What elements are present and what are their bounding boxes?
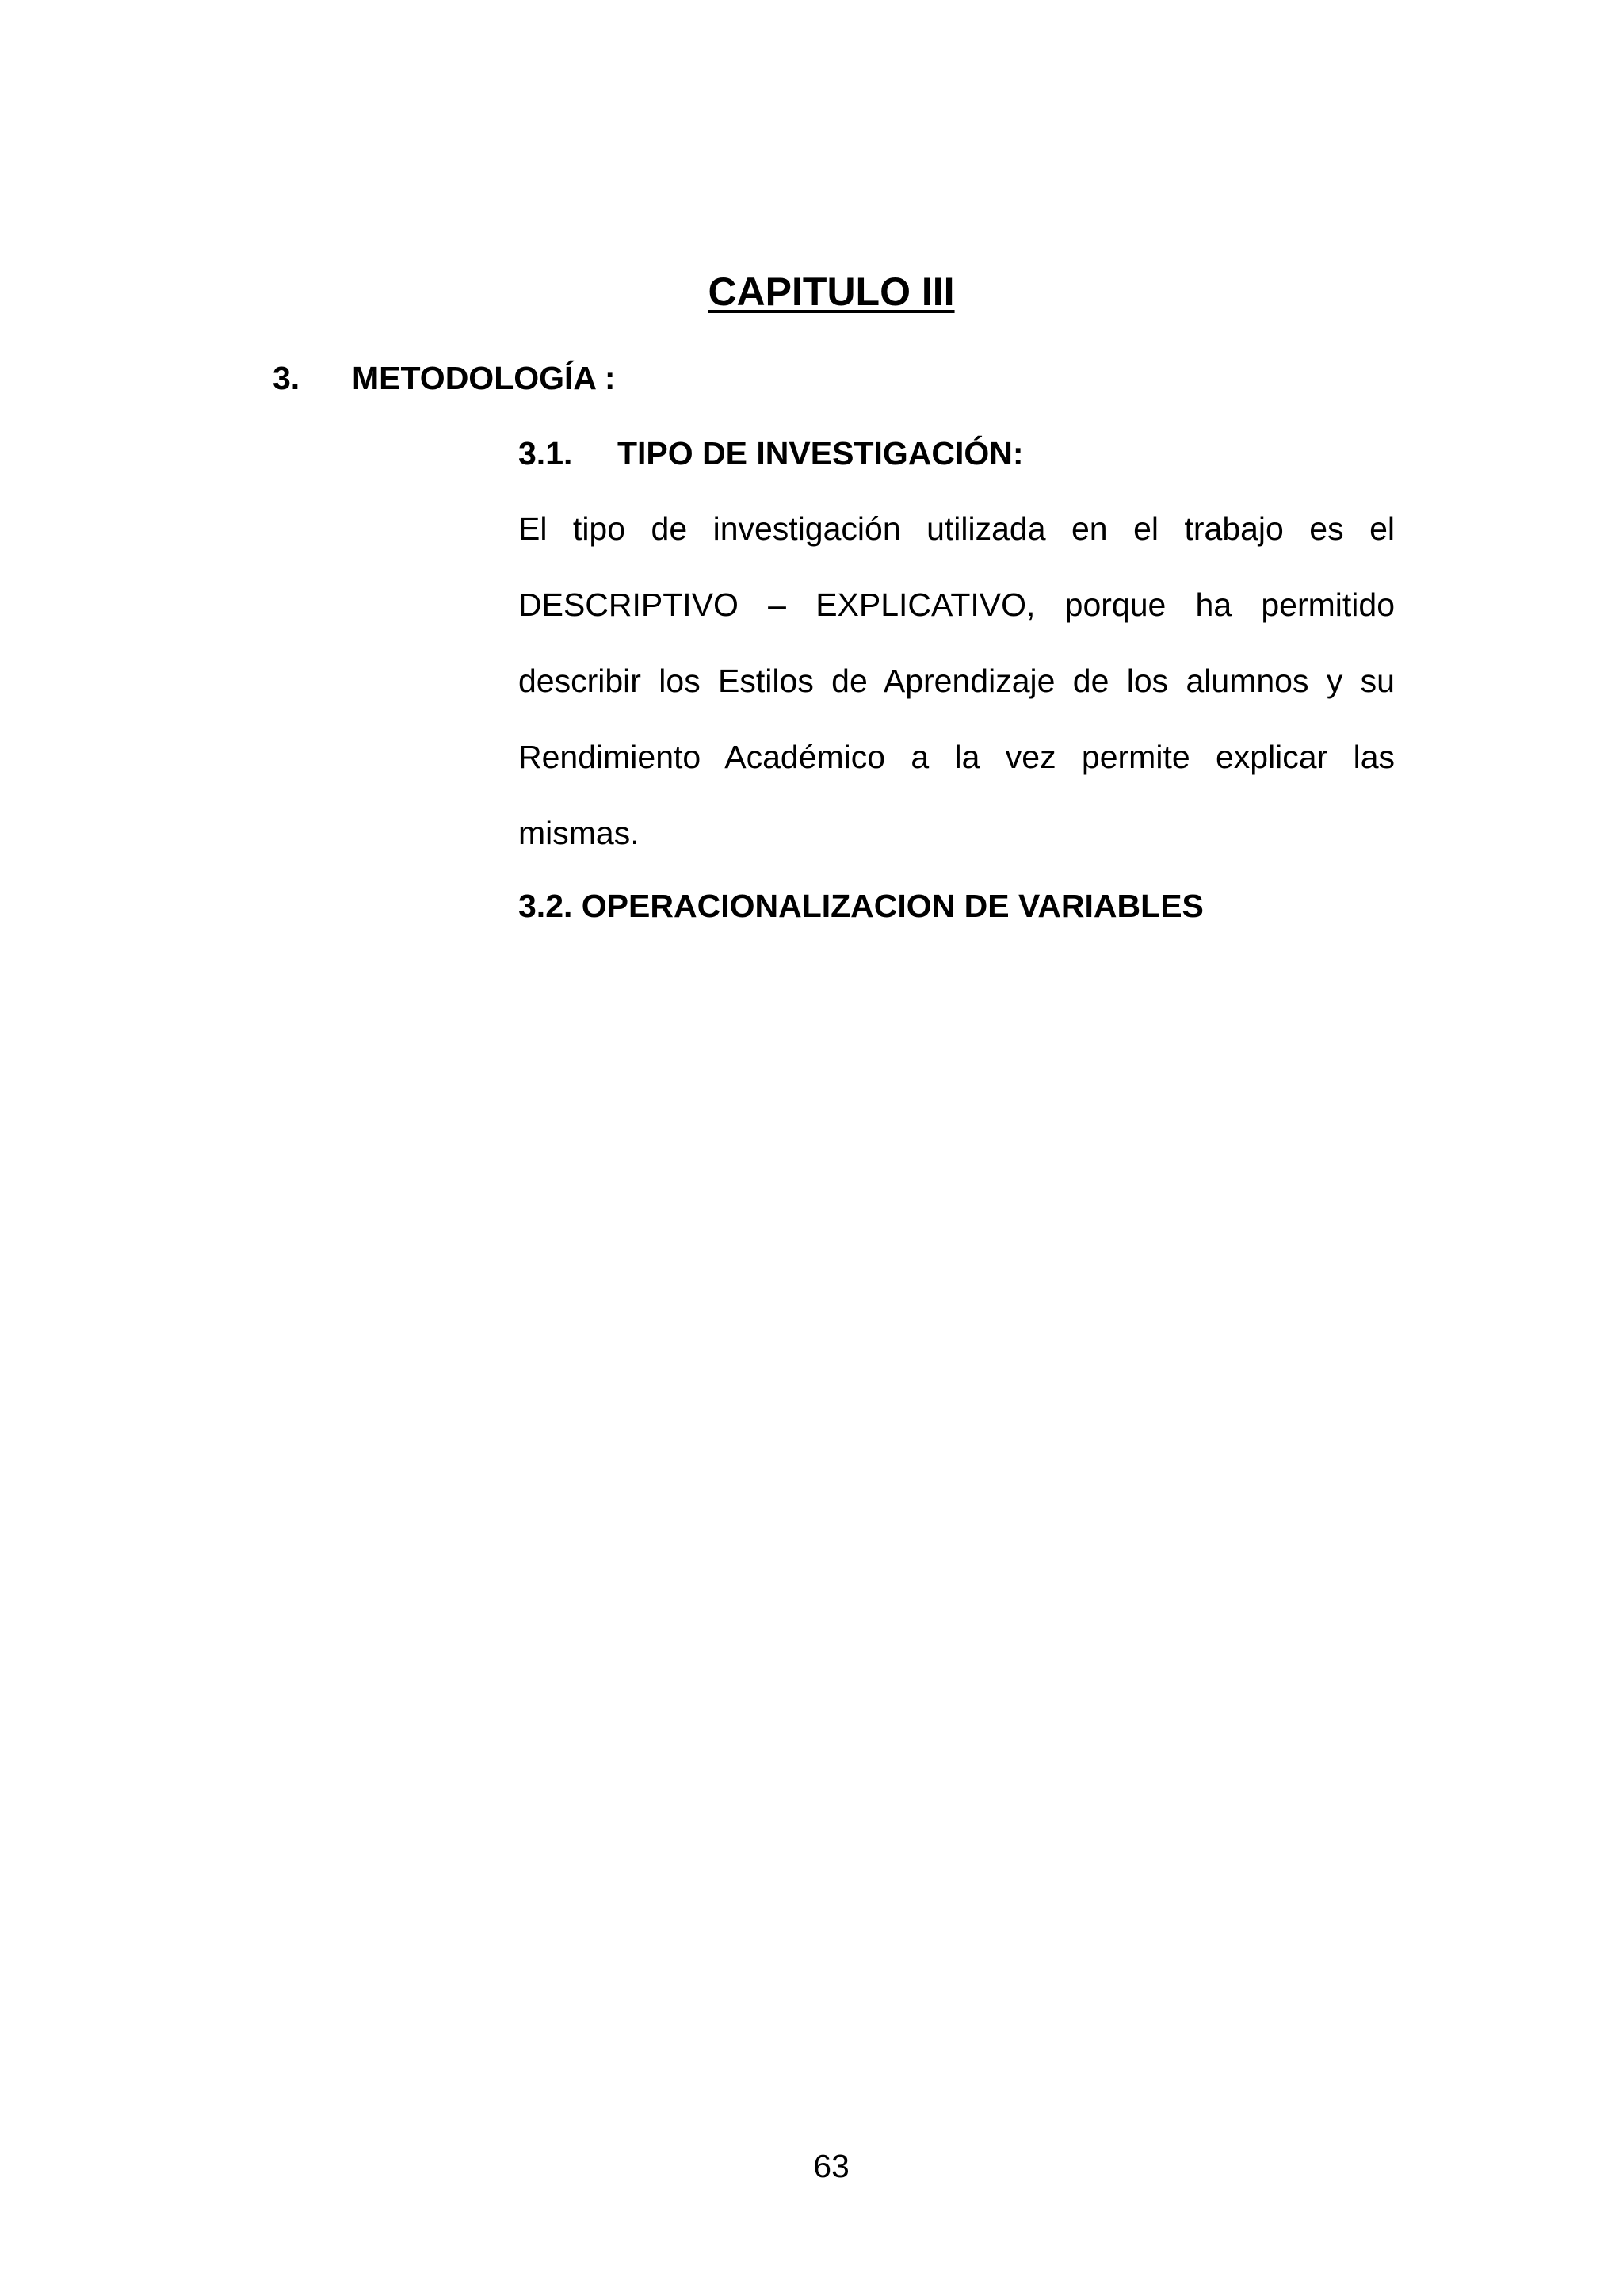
subsection-1-number: 3.1. — [518, 435, 573, 472]
section-title: METODOLOGÍA : — [352, 360, 616, 396]
subsection-1-title: TIPO DE INVESTIGACIÓN: — [617, 435, 1024, 472]
paragraph-line-4: Rendimiento Académico a la vez permite explicar las — [518, 739, 1395, 775]
chapter-title: CAPITULO III — [708, 269, 955, 314]
subsection-2-heading: 3.2. OPERACIONALIZACION DE VARIABLES — [518, 888, 1204, 924]
paragraph-line-2: DESCRIPTIVO – EXPLICATIVO, porque ha permitido — [518, 586, 1395, 623]
page-number: 63 — [813, 2148, 850, 2184]
paragraph-line-5: mismas. — [518, 815, 640, 851]
paragraph-line-1: El tipo de investigación utilizada en el trabajo es el — [518, 510, 1395, 547]
paragraph-line-3: describir los Estilos de Aprendizaje de los alumnos y su — [518, 663, 1395, 699]
section-number: 3. — [273, 360, 300, 396]
